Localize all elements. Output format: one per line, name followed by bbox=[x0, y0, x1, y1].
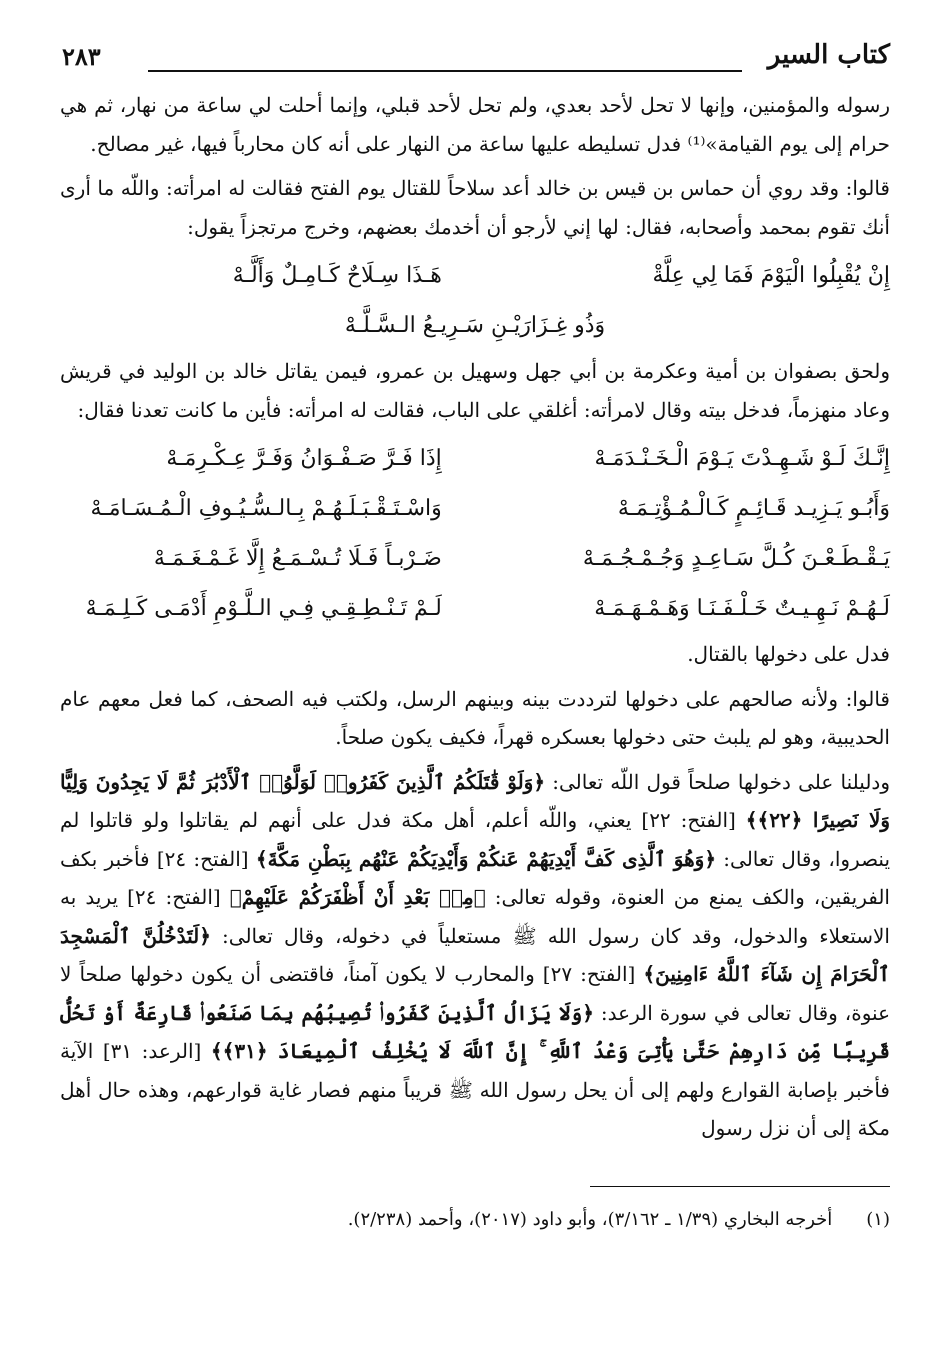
poem-2-line bbox=[60, 485, 890, 533]
hemistich: وَأَبُـو يَـزِيـد قَـائِـمٍ كَـالْـمُـؤْتِـمَـهْ bbox=[617, 496, 890, 521]
hemistich: وَذُو غِـزَارَيْـنِ سَـرِيـعُ الـسَّـلَّـهْ bbox=[344, 313, 606, 338]
header-rule bbox=[148, 70, 742, 72]
footnote-text: أخرجه البخاري (١/٣٩ ـ ٣/١٦٢)، وأبو داود (٢٠١٧)، وأحمد (٢/٢٣٨). bbox=[347, 1208, 833, 1230]
poem-1-line-1 bbox=[60, 252, 890, 300]
hemistich: لَـمْ تَـنْـطِـقِـي فِـي الـلَّـوْمِ أَدْمَـى كَـلِـمَـهْ bbox=[85, 596, 442, 621]
quran-quote: ﴿لَتَدْخُلُنَّ ٱلْمَسْجِدَ ٱلْحَرَامَ إِن شَآءَ ٱللَّهُ ءَامِنِينَ﴾ bbox=[60, 923, 890, 986]
text-run: [الفتح: ٢٧] والمحارب لا يكون آمناً، فاقتضى أن يكون دخولها صلحاً لا عنوة، وقال تعالى في سورة الرعد: bbox=[60, 962, 891, 1025]
poem-2-line bbox=[60, 535, 890, 583]
paragraph-4: فدل على دخولها بالقتال. bbox=[687, 642, 890, 666]
hemistich: وَاسْـتَـقْـبَـلَـهُـمْ بِـالـسُّـيُـوفِ الْـمُـسَـامَـهْ bbox=[90, 496, 442, 521]
text-run: ودليلنا على دخولها صلحاً قول اللّه تعالى: bbox=[545, 769, 890, 794]
text-run: [الفتح: ٢٤] يريد به الاستعلاء والدخول، وقد كان رسول الله ﷺ مستعلياً في دخوله، وقال تعالى: bbox=[60, 885, 890, 948]
hemistich: ضَـرْبـاً فَـلَا تُـسْـمَـعُ إِلَّا غَـمْـغَـمَـهْ bbox=[153, 546, 442, 571]
hemistich: يَـقْـطَـعْـنَ كُـلَّ سَـاعِـدٍ وَجُـمْـجُـمَـهْ bbox=[582, 546, 890, 571]
footnotes bbox=[60, 1186, 890, 1235]
text-run: [الرعد: ٣١] الآية فأخبر بإصابة القوارع ولهم إلى أن يحل رسول الله ﷺ قريباً منهم فصار غاية قوارعهم، وهذه حال أهل مكة إلى أن نزل رسول bbox=[60, 1039, 890, 1140]
page-header bbox=[60, 40, 890, 82]
book-page bbox=[60, 40, 890, 1235]
quran-quote: ﴿وَلَوْ قَٰتَلَكُمُ ٱلَّذِينَ كَفَرُوا۟ لَوَلَّوُا۟ ٱلْأَدْبَٰرَ ثُمَّ لَا يَجِدُونَ وَلِيًّا وَلَا نَصِيرًا ﴿٢٢﴾﴾ bbox=[60, 769, 891, 832]
hemistich: إِنْ يُقْبِلُوا الْيَوْمَ فَمَا لِي عِلَّةْ bbox=[652, 263, 890, 288]
footnote-rule bbox=[590, 1186, 890, 1187]
page-number: ٢٨٣ bbox=[62, 42, 101, 71]
paragraph-6 bbox=[60, 763, 890, 1148]
text-run: [الفتح: ٢٢] يعني، واللّه أعلم، أهل مكة فدل على أنهم لم يقاتلوا ولو قاتلوا لم ينصروا، وقال تعالى: bbox=[60, 808, 891, 871]
paragraph-2: قالوا: وقد روي أن حماس بن قيس بن خالد أعد سلاحاً للقتال يوم الفتح فقالت له امرأته: واللّه ما أرى أنك تقوم بمحمد وأصحابه، فقال: لها إني لأرجو أن أخدمك بعضهم، وخرج مرتجزاً يقول: bbox=[60, 176, 890, 239]
hemistich: هَـذَا سِـلَاحٌ كَـامِـلٌ وَأَلَّـهْ bbox=[232, 263, 442, 288]
poem-1-line-2 bbox=[60, 302, 890, 350]
hemistich: إِنَّـكَ لَـوْ شَـهِـدْتَ يَـوْمَ الْـخَـنْـدَمَـهْ bbox=[594, 446, 890, 471]
quran-quote: ﴿وَهُوَ ٱلَّذِى كَفَّ أَيْدِيَهُمْ عَنكُمْ وَأَيْدِيَكُمْ عَنْهُم بِبَطْنِ مَكَّةَ﴾ bbox=[255, 846, 717, 871]
footnote-number: (١) bbox=[866, 1208, 890, 1230]
text-run: [الفتح: ٢٤] فأخبر بكف الفريقين، والكف يمنع من العنوة، وقوله تعالى: bbox=[60, 846, 890, 909]
paragraph-5: قالوا: ولأنه صالحهم على دخولها لترددت بينه وبينهم الرسل، ولكتب فيه الصحف، كما فعل معهم عام الحديبية، وهو لم يلبث حتى دخولها بعسكره قهراً، فكيف يكون صلحاً. bbox=[60, 686, 890, 749]
poem-2-line bbox=[60, 435, 890, 483]
quran-quote: ﴿مِنۢ بَعْدِ أَنْ أَظْفَرَكُمْ عَلَيْهِمْ﴾ bbox=[229, 885, 486, 909]
hemistich: لَـهُـمْ نَـهِـيـتٌ خَـلْـفَـنَـا وَهَـمْـهَـمَـهْ bbox=[594, 596, 890, 621]
poem-2-line bbox=[60, 585, 890, 633]
hemistich: إِذَا فَـرَّ صَـفْـوَانُ وَفَـرَّ عِـكْـرِمَـهْ bbox=[166, 446, 442, 471]
chapter-title: كتاب السير bbox=[767, 40, 890, 70]
quran-quote: ﴿وَلَا يَزَالُ ٱلَّذِينَ كَفَرُوا۟ تُصِيبُهُم بِمَا صَنَعُوا۟ قَارِعَةٌ أَوْ تَحُلُّ قَرِيبًا مِّن دَارِهِمْ حَتَّىٰ يَأْتِىَ وَعْدُ ٱللَّهِ ۚ إِنَّ ٱللَّهَ لَا يُخْلِفُ ٱلْمِيعَادَ ﴿٣١﴾﴾ bbox=[60, 1000, 890, 1063]
paragraph-3: ولحق بصفوان بن أمية وعكرمة بن أبي جهل وسهيل بن عمرو، فيمن يقاتل خالد بن الوليد في قريش وعاد منهزماً، فدخل بيته وقال لامرأته: أغلقي على الباب، فقالت له امرأته: فأين ما كانت تعدنا فقال: bbox=[60, 359, 890, 422]
paragraph-1: رسوله والمؤمنين، وإنها لا تحل لأحد بعدي، ولم تحل لأحد قبلي، وإنما أحلت لي ساعة من نهار، ثم هي حرام إلى يوم القيامة»⁽¹⁾ فدل تسليطه عليها ساعة من النهار على أنه كان محارباً فيها، غير مصالح. bbox=[60, 93, 890, 156]
footnote-1 bbox=[60, 1205, 890, 1235]
